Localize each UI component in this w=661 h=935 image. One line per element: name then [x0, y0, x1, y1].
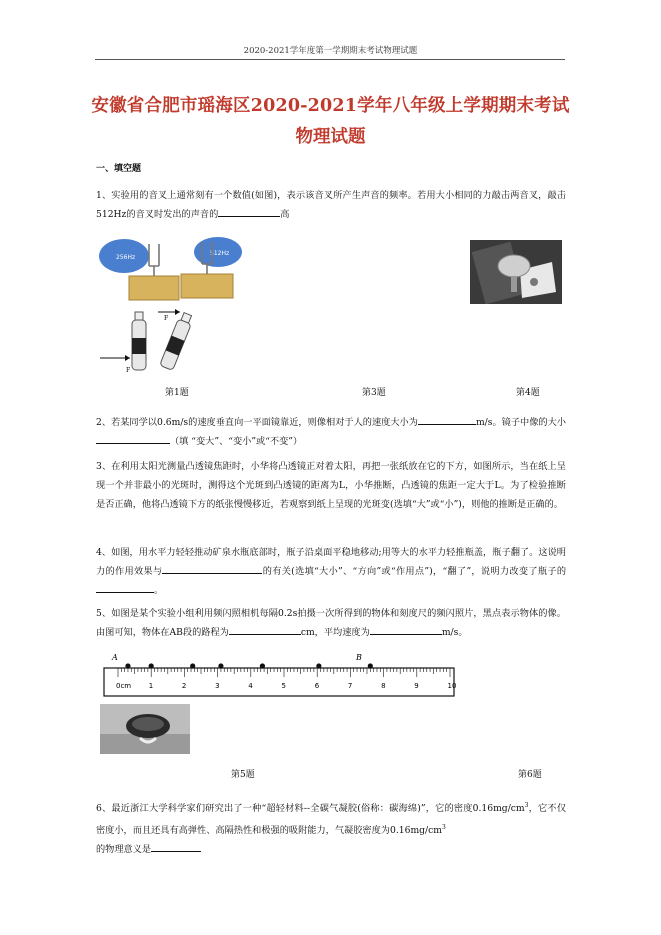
flash-dot: [149, 663, 154, 668]
q2-text-end: （填 “变大”、“变小”或“不变”）: [170, 436, 303, 447]
ruler-tick-label: 4: [248, 682, 253, 690]
question-6: [96, 796, 566, 859]
flash-dot: [190, 663, 195, 668]
question-5: [96, 604, 566, 642]
q5-text: 5、如图是某个实验小组利用频闪照相机每隔0.2s拍摄一次所得到的物体和刻度尺的频闪照片，黑点表示物体的像。由图可知，物体在AB段的路程为: [96, 608, 566, 638]
q6-text-end: 的物理意义是: [96, 844, 152, 856]
flash-dot: [316, 663, 321, 668]
q5-text-mid: cm，平均速度为: [300, 627, 370, 638]
q4-text-end: 。: [154, 585, 164, 596]
question-3: 3、在利用太阳光测量凸透镜焦距时，小华将凸透镜正对着太阳，再把一张纸放在它的下方，如图所示，当在纸上呈现一个并非最小的光斑时，测得这个光斑到凸透镜的距离为L，小华推断，凸透镜的焦距一定大于L。为了检验推断是否正确，他将凸透镜下方的纸张慢慢移近，若观察到纸上呈现的光斑变(选填“大”或“小”)，则他的推断是正确的。: [96, 461, 566, 510]
ruler-tick-label: 5: [281, 682, 286, 690]
force-label-bottom: F: [126, 367, 131, 374]
resonance-box-left: [129, 276, 179, 300]
flash-dot: [368, 663, 373, 668]
q6-text: 6、最近浙江大学科学家们研究出了一种“超轻材料--全碳气凝胶(俗称：碳海绵)”，它的密度0.16mg/cm: [96, 803, 525, 815]
q5-blank-2[interactable]: [370, 624, 442, 635]
caption-fig-4: 第4题: [516, 388, 540, 398]
tuning-fork-figure: [96, 234, 246, 304]
aerogel-photo: [100, 704, 190, 754]
title-line-2: 物理试题: [295, 127, 366, 147]
q4-blank-1[interactable]: [162, 563, 262, 574]
resonance-box-right: [181, 274, 233, 298]
title-line-1: 安徽省合肥市瑶海区2020-2021学年八年级上学期期末考试: [91, 96, 570, 116]
question-1: [96, 186, 566, 224]
bubble-left-label: 256Hz: [116, 254, 136, 261]
ruler-tick-label: 0cm: [116, 682, 132, 690]
q1-text: 1、实验用的音叉上通常刻有一个数值(如图)，表示该音叉所产生声音的频率。若用大小相同的力敲击两音叉，敲击512Hz的音叉时发出的声音的: [96, 190, 566, 220]
q4-text-mid: 的有关(选填“大小”、“方向”或“作用点”)，“翻了”，说明力改变了瓶子的: [262, 566, 567, 577]
ruler-tick-label: 9: [414, 682, 419, 690]
q2-text: 2、若某同学以0.6m/s的速度垂直向一平面镜靠近，则像相对于人的速度大小为: [96, 417, 418, 428]
q6-blank[interactable]: [151, 841, 201, 852]
lens-photo: [470, 240, 562, 304]
q6-sup-2: 3: [442, 824, 446, 832]
q6-text-mid: ，它不仅密度小，而且还具有高弹性、高隔热性和极强的吸附能力，气凝胶密度为0.16mg/cm: [96, 803, 567, 837]
bottle-upright-cap: [135, 312, 143, 320]
label-a: A: [112, 653, 118, 662]
caption-fig-6: 第6题: [518, 770, 542, 780]
q4-text: 4、如图，用水平力轻轻推动矿泉水瓶底部时，瓶子沿桌面平稳地移动;用等大的水平力轻推瓶盖，瓶子翻了。这说明力的作用效果与: [96, 547, 566, 577]
bubble-right-label: 512Hz: [210, 250, 230, 257]
flash-dot: [260, 663, 265, 668]
bottle-upright-label: [132, 338, 146, 354]
force-arrow-bottom-head: [125, 355, 130, 361]
header-divider: [95, 59, 565, 60]
ruler-tick-label: 10: [447, 682, 457, 690]
force-arrow-top-head: [175, 309, 180, 315]
ruler-tick-label: 1: [148, 682, 154, 690]
flash-dot: [218, 663, 223, 668]
caption-fig-3: 第3题: [362, 388, 386, 398]
label-b: B: [356, 653, 362, 662]
ruler-tick-label: 7: [347, 682, 353, 690]
q6-sup-1: 3: [524, 802, 529, 809]
tuning-fork-left: [149, 244, 159, 276]
q5-blank-1[interactable]: [229, 624, 301, 635]
page-header: 2020-2021学年度第一学期期末考试物理试题: [243, 46, 418, 56]
q2-blank-2[interactable]: [96, 433, 170, 444]
ruler-tick-label: 6: [314, 682, 320, 690]
q4-blank-2[interactable]: [96, 582, 154, 593]
q1-text-end: 高: [280, 209, 290, 220]
q5-text-end: m/s。: [441, 627, 468, 638]
ruler-tick-label: 3: [215, 682, 220, 690]
q1-blank[interactable]: [218, 206, 280, 217]
section-heading: 一、填空题: [96, 164, 142, 174]
ruler-tick-label: 8: [381, 682, 386, 690]
question-4: [96, 543, 566, 600]
force-label-top: F: [164, 315, 169, 322]
flash-dot: [125, 663, 130, 668]
q2-text-mid: m/s。镜子中像的大小: [475, 417, 566, 428]
q2-blank-1[interactable]: [418, 414, 476, 425]
ruler-tick-label: 2: [181, 682, 187, 690]
ruler-body: [104, 668, 454, 696]
caption-fig-5: 第5题: [231, 770, 255, 780]
caption-fig-1: 第1题: [165, 388, 189, 398]
bottles-figure: [96, 306, 206, 378]
ruler-figure: [96, 652, 466, 700]
question-2: [96, 413, 566, 451]
